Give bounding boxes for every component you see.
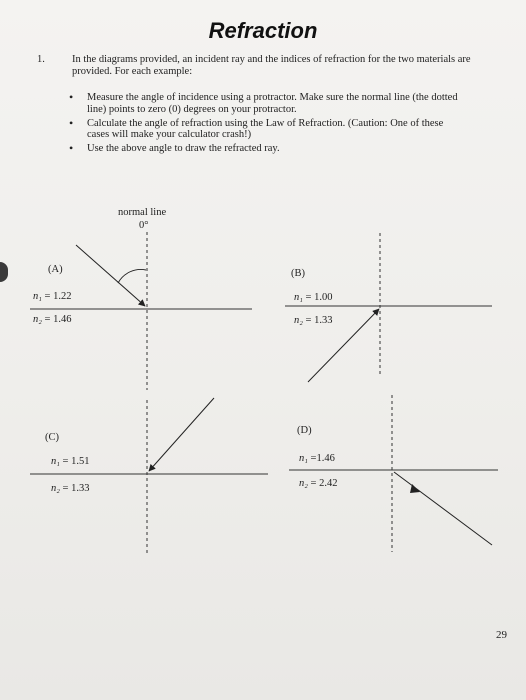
diagram-a-angle-arc (118, 269, 146, 283)
diagram-c-n1-value: = 1.51 (62, 456, 90, 467)
diagram-b-n2-value: = 1.33 (305, 315, 333, 326)
diagram-b-art (285, 233, 492, 382)
diagram-b-n1-value: = 1.00 (305, 292, 333, 303)
diagram-b-n2: n₂ = 1.33 (294, 315, 333, 326)
diagram-a-n1: n₁ = 1.22 (33, 291, 72, 302)
page-title: Refraction (208, 18, 318, 43)
diagram-d-n2-value: = 2.42 (310, 478, 338, 489)
diagram-c-art (30, 398, 268, 555)
page-number: 29 (496, 629, 507, 641)
bullet-icon: • (69, 141, 74, 156)
diagram-c-n2: n₂ = 1.33 (51, 483, 90, 494)
question-text: In the diagrams provided, an incident ray and the indices of refraction for the two materials are provided. For each example: (72, 54, 471, 77)
diagram-d-n2: n₂ = 2.42 (299, 478, 338, 489)
diagram-d-n1: n₁ =1.46 (299, 453, 335, 464)
diagram-a-n2: n₂ = 1.46 (33, 314, 72, 325)
diagram-a-incident-ray (76, 245, 145, 306)
instruction-text: Measure the angle of incidence using a protractor. Make sure the normal line (the dotted line) points to zero (0) degrees on your protractor. (87, 92, 458, 115)
diagram-c-incident-ray (149, 398, 214, 471)
diagram-a-art (30, 232, 252, 390)
instruction-text: Use the above angle to draw the refracted ray. (87, 143, 280, 155)
diagram-a-label: (A) (48, 264, 63, 275)
diagram-d-label: (D) (297, 425, 312, 436)
normal-line-angle: 0° (139, 220, 149, 231)
diagram-d-art (289, 395, 498, 552)
diagram-c-n1: n₁ = 1.51 (51, 456, 90, 467)
bullet-icon: • (69, 90, 74, 104)
bullet-icon: • (69, 115, 74, 130)
diagram-b-n1: n₁ = 1.00 (294, 292, 333, 303)
diagram-c-label: (C) (45, 432, 59, 443)
diagram-c-n2-value: = 1.33 (62, 483, 90, 494)
diagram-d-ray (394, 472, 492, 545)
question-number: 1. (37, 54, 45, 65)
instruction-text: Calculate the angle of refraction using the Law of Refraction. (Caution: One of these cases will make your calculator crash!) (87, 117, 444, 141)
diagram-b-label: (B) (291, 268, 305, 279)
diagram-d-n1-value: =1.46 (310, 453, 335, 464)
diagram-a-n2-value: = 1.46 (44, 314, 72, 325)
diagram-a-n1-value: = 1.22 (44, 291, 72, 302)
normal-line-label: normal line (118, 207, 167, 218)
